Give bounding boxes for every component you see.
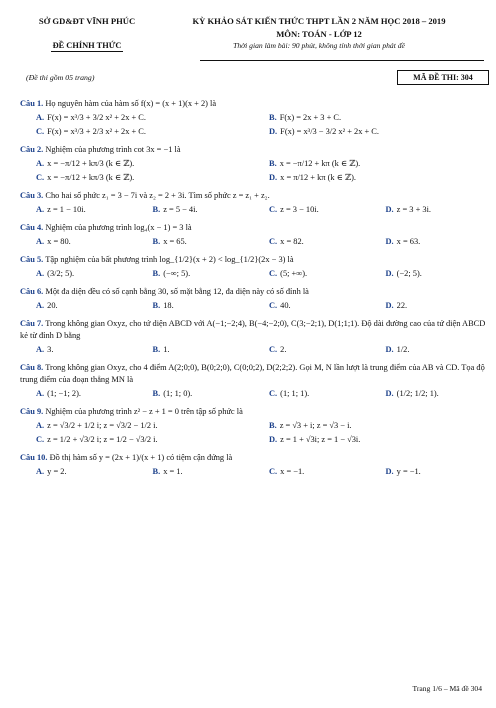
answer-options <box>20 299 486 313</box>
option-text: 1. <box>163 345 170 354</box>
question-3 <box>20 190 486 217</box>
option-letter: D. <box>385 345 394 354</box>
answer-option <box>20 387 137 401</box>
question-6 <box>20 286 486 313</box>
question-text: Trong không gian Oxyz, cho 4 điểm A(2;0;0), B(0;2;0), C(0;0;2), D(2;2;2). Gọi M, N lần lượt là trung điểm của AB và CD. Tọa độ trung điểm của đoạn thẳng MN là <box>20 363 485 384</box>
option-letter: C. <box>269 345 278 354</box>
option-letter: A. <box>36 269 45 278</box>
answer-options <box>20 235 486 249</box>
question-stem <box>20 222 486 234</box>
option-text: F(x) = x³/3 + 2/3 x² + 2x + C. <box>47 127 146 136</box>
option-text: x = −π/12 + kπ (k ∈ ℤ). <box>279 159 361 168</box>
header-divider <box>200 60 484 61</box>
option-text: x = −1. <box>280 467 305 476</box>
option-text: z = 1 + √3i; z = 1 − √3i. <box>280 435 361 444</box>
option-text: z = 1 − 10i. <box>47 205 86 214</box>
option-letter: B. <box>152 301 161 310</box>
option-letter: C. <box>269 301 278 310</box>
answer-option <box>253 111 486 125</box>
answer-option <box>137 267 254 281</box>
header-left <box>26 16 148 52</box>
question-8 <box>20 362 486 401</box>
answer-option <box>20 419 253 433</box>
answer-option <box>253 267 370 281</box>
option-letter: A. <box>36 237 45 246</box>
option-letter: D. <box>269 127 278 136</box>
answer-option <box>370 267 487 281</box>
question-number: Câu 6. <box>20 287 44 296</box>
answer-option <box>253 157 486 171</box>
answer-option <box>253 433 486 447</box>
question-text: Cho hai số phức z₁ = 3 − 7i và z₂ = 2 + 3i. Tìm số phức z = z₁ + z₂. <box>45 191 270 200</box>
answer-option <box>20 465 137 479</box>
option-letter: A. <box>36 113 45 122</box>
option-letter: D. <box>385 269 394 278</box>
answer-option <box>20 235 137 249</box>
option-text: x = 80. <box>47 237 71 246</box>
answer-options <box>20 267 486 281</box>
question-10 <box>20 452 486 479</box>
question-list <box>20 98 486 484</box>
question-number: Câu 5. <box>20 255 44 264</box>
question-stem <box>20 286 486 298</box>
answer-options <box>20 465 486 479</box>
answer-option <box>20 157 253 171</box>
question-stem <box>20 144 486 156</box>
option-letter: D. <box>385 237 394 246</box>
question-number: Câu 7. <box>20 319 44 328</box>
option-text: z = 5 − 4i. <box>163 205 198 214</box>
option-text: (1/2; 1/2; 1). <box>396 389 439 398</box>
option-letter: D. <box>385 389 394 398</box>
answer-option <box>370 343 487 357</box>
option-letter: A. <box>36 301 45 310</box>
answer-option <box>137 465 254 479</box>
option-letter: A. <box>36 467 45 476</box>
option-text: x = 1. <box>163 467 183 476</box>
option-text: x = 63. <box>396 237 421 246</box>
option-letter: A. <box>36 421 45 430</box>
option-letter: B. <box>152 205 161 214</box>
option-letter: A. <box>36 159 45 168</box>
question-7 <box>20 318 486 357</box>
option-text: z = 3 + 3i. <box>396 205 431 214</box>
option-text: x = −π/12 + kπ/3 (k ∈ ℤ). <box>47 159 135 168</box>
question-4 <box>20 222 486 249</box>
answer-option <box>20 299 137 313</box>
answer-option <box>137 387 254 401</box>
option-letter: B. <box>269 159 277 168</box>
option-text: z = √3 + i; z = √3 − i. <box>279 421 352 430</box>
answer-option <box>253 343 370 357</box>
option-letter: C. <box>269 237 278 246</box>
option-text: 20. <box>47 301 58 310</box>
option-text: y = −1. <box>396 467 421 476</box>
option-letter: C. <box>36 435 45 444</box>
option-text: z = 1/2 + √3/2 i; z = 1/2 − √3/2 i. <box>47 435 158 444</box>
option-text: z = √3/2 + 1/2 i; z = √3/2 − 1/2 i. <box>47 421 158 430</box>
option-text: x = 82. <box>280 237 304 246</box>
option-text: F(x) = x³/3 + 3/2 x² + 2x + C. <box>47 113 146 122</box>
answer-option <box>253 203 370 217</box>
option-text: 2. <box>280 345 287 354</box>
question-number: Câu 2. <box>20 145 44 154</box>
answer-options <box>20 387 486 401</box>
option-text: z = 3 − 10i. <box>280 205 319 214</box>
exam-title: KỲ KHẢO SÁT KIẾN THỨC THPT LẦN 2 NĂM HỌC 2018 – 2019 <box>192 16 446 26</box>
answer-option <box>137 299 254 313</box>
pages-note: (Đề thi gồm 05 trang) <box>26 73 95 82</box>
option-text: 22. <box>396 301 408 310</box>
question-text: Một đa diện đều có số cạnh bằng 30, số mặt bằng 12, đa diện này có số đỉnh là <box>45 287 309 296</box>
question-number: Câu 10. <box>20 453 48 462</box>
question-stem <box>20 452 486 464</box>
option-letter: B. <box>152 269 161 278</box>
option-letter: C. <box>269 269 278 278</box>
answer-option <box>20 203 137 217</box>
question-2 <box>20 144 486 185</box>
question-number: Câu 1. <box>20 99 44 108</box>
option-letter: B. <box>269 421 277 430</box>
question-number: Câu 3. <box>20 191 44 200</box>
subject-title: MÔN: TOÁN - LỚP 12 <box>276 28 362 39</box>
option-text: x = −π/12 + kπ/3 (k ∈ ℤ). <box>47 173 135 182</box>
answer-options <box>20 203 486 217</box>
question-stem <box>20 318 486 342</box>
option-letter: D. <box>385 467 394 476</box>
option-letter: A. <box>36 345 45 354</box>
answer-option <box>370 203 487 217</box>
answer-option <box>370 387 487 401</box>
option-letter: D. <box>385 301 394 310</box>
question-text: Đồ thị hàm số y = (2x + 1)/(x + 1) có tiệm cận đứng là <box>49 453 233 462</box>
option-letter: D. <box>269 173 278 182</box>
question-number: Câu 8. <box>20 363 44 372</box>
answer-options <box>20 419 486 447</box>
answer-options <box>20 343 486 357</box>
question-1 <box>20 98 486 139</box>
option-letter: C. <box>269 389 278 398</box>
answer-option <box>137 343 254 357</box>
option-letter: B. <box>152 237 161 246</box>
header-right <box>154 16 484 51</box>
official-label: ĐỀ CHÍNH THỨC <box>51 41 124 53</box>
question-number: Câu 4. <box>20 223 44 232</box>
option-letter: A. <box>36 205 45 214</box>
option-text: x = 65. <box>163 237 187 246</box>
option-text: (1; 1; 1). <box>280 389 310 398</box>
exam-code-box: MÃ ĐỀ THI: 304 <box>397 70 489 85</box>
answer-option <box>253 387 370 401</box>
answer-option <box>370 299 487 313</box>
option-text: (−∞; 5). <box>163 269 191 278</box>
option-text: F(x) = x³/3 − 3/2 x² + 2x + C. <box>280 127 379 136</box>
answer-option <box>20 433 253 447</box>
question-text: Trong không gian Oxyz, cho tứ diện ABCD với A(−1;−2;4), B(−4;−2;0), C(3;−2;1), D(1;1;1). Độ dài đường cao của tứ diện ABCD kẻ từ đỉnh D bằng <box>20 319 486 340</box>
answer-option <box>253 465 370 479</box>
option-text: (1; −1; 2). <box>47 389 81 398</box>
question-text: Nghiệm của phương trình log₄(x − 1) = 3 là <box>45 223 192 232</box>
question-stem <box>20 190 486 202</box>
answer-option <box>20 111 253 125</box>
question-text: Nghiệm của phương trình z² − z + 1 = 0 trên tập số phức là <box>45 407 243 416</box>
answer-option <box>370 235 487 249</box>
option-letter: C. <box>269 205 278 214</box>
question-text: Họ nguyên hàm của hàm số f(x) = (x + 1)(x + 2) là <box>45 99 217 108</box>
question-text: Tập nghiệm của bất phương trình log_{1/2}(x + 2) < log_{1/2}(2x − 3) là <box>45 255 294 264</box>
question-stem <box>20 98 486 110</box>
answer-option <box>20 343 137 357</box>
option-text: x = π/12 + kπ (k ∈ ℤ). <box>280 173 356 182</box>
option-text: (−2; 5). <box>396 269 422 278</box>
org-name: SỞ GD&ĐT VĨNH PHÚC <box>38 16 136 26</box>
question-number: Câu 9. <box>20 407 44 416</box>
time-note: Thời gian làm bài: 90 phút, không tính thời gian phát đề <box>233 41 405 51</box>
page-footer: Trang 1/6 – Mã đề 304 <box>412 684 482 693</box>
answer-option <box>253 419 486 433</box>
option-text: (3/2; 5). <box>47 269 75 278</box>
option-text: 1/2. <box>396 345 410 354</box>
option-text: F(x) = 2x + 3 + C. <box>279 113 342 122</box>
question-5 <box>20 254 486 281</box>
answer-option <box>20 171 253 185</box>
option-text: 40. <box>280 301 291 310</box>
option-letter: C. <box>269 467 278 476</box>
question-stem <box>20 406 486 418</box>
option-letter: C. <box>36 127 45 136</box>
option-letter: B. <box>269 113 277 122</box>
question-stem <box>20 362 486 386</box>
option-letter: B. <box>152 389 161 398</box>
question-stem <box>20 254 486 266</box>
answer-options <box>20 111 486 139</box>
answer-option <box>20 267 137 281</box>
answer-option <box>20 125 253 139</box>
option-text: 18. <box>163 301 174 310</box>
option-letter: A. <box>36 389 45 398</box>
answer-option <box>253 235 370 249</box>
option-text: 3. <box>47 345 54 354</box>
answer-option <box>253 299 370 313</box>
answer-option <box>253 125 486 139</box>
answer-option <box>137 235 254 249</box>
question-text: Nghiệm của phương trình cot 3x = −1 là <box>45 145 181 154</box>
answer-option <box>137 203 254 217</box>
option-letter: D. <box>385 205 394 214</box>
answer-option <box>253 171 486 185</box>
answer-option <box>370 465 487 479</box>
option-letter: B. <box>152 467 161 476</box>
option-text: (5; +∞). <box>280 269 308 278</box>
option-text: (1; 1; 0). <box>163 389 193 398</box>
question-9 <box>20 406 486 447</box>
option-letter: C. <box>36 173 45 182</box>
option-text: y = 2. <box>47 467 67 476</box>
option-letter: D. <box>269 435 278 444</box>
option-letter: B. <box>152 345 161 354</box>
answer-options <box>20 157 486 185</box>
